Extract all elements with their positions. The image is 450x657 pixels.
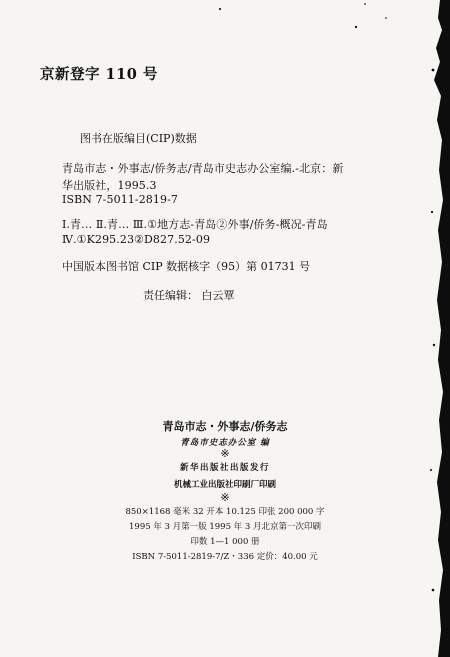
- publisher-line: 新华出版社出版发行: [179, 463, 270, 473]
- edition-info: 1995 年 3 月第一版 1995 年 3 月北京第一次印刷: [129, 522, 321, 532]
- format-specs: 850×1168 毫米 32 开本 10.125 印张 200 000 字: [125, 507, 325, 517]
- responsible-editor: 责任编辑： 白云覃: [143, 289, 235, 302]
- cip-classification-line: Ⅳ.①K295.23②D827.52-09: [62, 233, 211, 246]
- separator-mark: ※: [220, 491, 230, 504]
- cip-classification-line: Ⅰ.青… Ⅱ.青… Ⅲ.①地方志-青岛②外事/侨务-概况-青岛: [62, 218, 328, 231]
- cip-line: 华出版社，1995.3: [62, 179, 157, 192]
- isbn-price: ISBN 7-5011-2819-7/Z・336 定价：40.00 元: [132, 552, 318, 562]
- scan-speckle-marks: [160, 0, 450, 40]
- separator-mark: ※: [220, 447, 230, 460]
- printer-line: 机械工业出版社印刷厂印刷: [173, 480, 276, 490]
- cip-record-number: 中国版本图书馆 CIP 数据核字（95）第 01731 号: [62, 260, 311, 273]
- cip-isbn-line: ISBN 7-5011-2819-7: [62, 193, 179, 206]
- book-title: 青岛市志・外事志/侨务志: [162, 420, 288, 433]
- cip-heading: 图书在版编目(CIP)数据: [80, 132, 197, 145]
- compiler-line: 青岛市史志办公室 编: [180, 438, 270, 448]
- registration-number: 京新登字 110 号: [40, 66, 158, 83]
- cip-line: 青岛市志・外事志/侨务志/青岛市史志办公室编.-北京：新: [62, 162, 344, 175]
- print-run: 印数 1—1 000 册: [190, 537, 260, 547]
